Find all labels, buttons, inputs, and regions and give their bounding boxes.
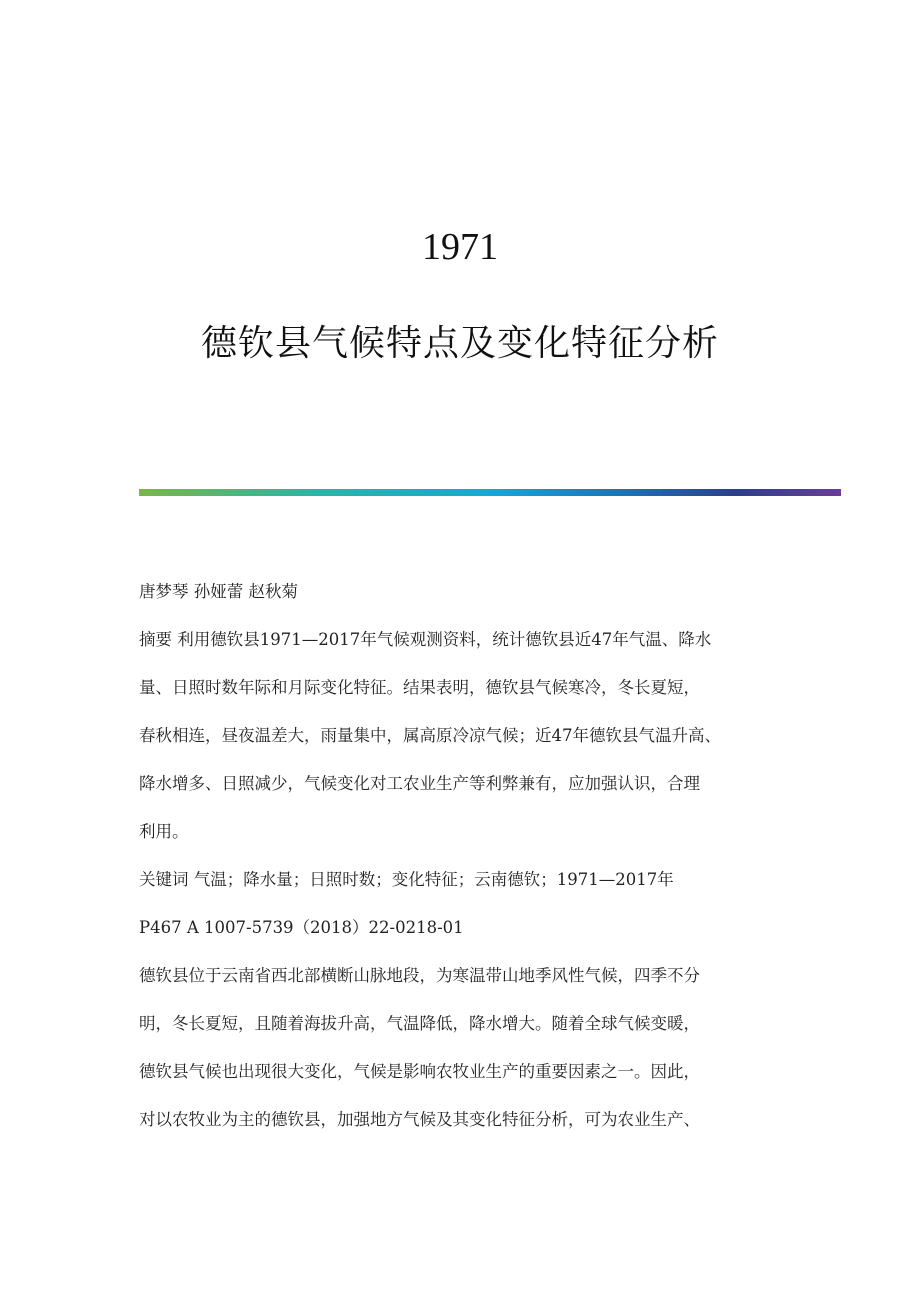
abstract-line: 摘要 利用德钦县1971—2017年气候观测资料，统计德钦县近47年气温、降水 [139, 630, 712, 649]
gradient-divider [139, 489, 841, 496]
authors: 唐梦琴 孙娅蕾 赵秋菊 [139, 582, 298, 601]
keywords: 关键词 气温；降水量；日照时数；变化特征；云南德钦；1971—2017年 [139, 870, 674, 889]
classification-code: P467 A 1007-5739（2018）22-0218-01 [139, 918, 464, 937]
body-line: 德钦县位于云南省西北部横断山脉地段，为寒温带山地季风性气候，四季不分 [139, 966, 700, 985]
body-line: 德钦县气候也出现很大变化，气候是影响农牧业生产的重要因素之一。因此， [139, 1062, 700, 1081]
abstract-line: 降水增多、日照减少，气候变化对工农业生产等利弊兼有，应加强认识，合理 [139, 774, 700, 793]
title-year: 1971 [422, 226, 498, 268]
body-line: 对以农牧业为主的德钦县，加强地方气候及其变化特征分析，可为农业生产、 [139, 1110, 700, 1129]
article-content [139, 568, 799, 1144]
abstract-line: 量、日照时数年际和月际变化特征。结果表明，德钦县气候寒冷，冬长夏短， [139, 678, 700, 697]
abstract-line: 利用。 [139, 822, 189, 841]
body-line: 明，冬长夏短，且随着海拔升高，气温降低，降水增大。随着全球气候变暖， [139, 1014, 700, 1033]
abstract-line: 春秋相连，昼夜温差大，雨量集中，属高原冷凉气候；近47年德钦县气温升高、 [139, 726, 721, 745]
page-title: 德钦县气候特点及变化特征分析 [200, 323, 719, 364]
